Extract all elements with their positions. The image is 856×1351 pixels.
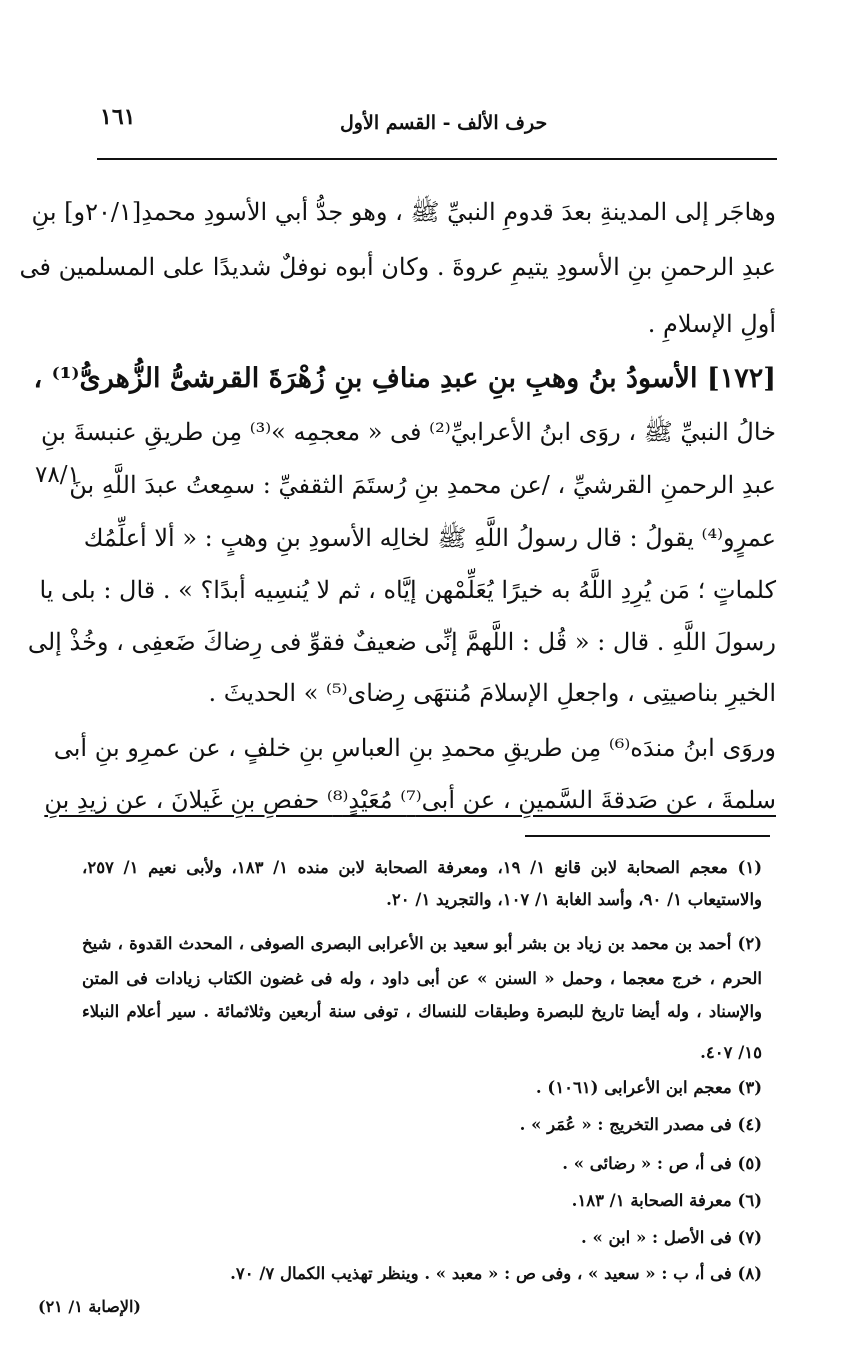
body-line: وروَى ابنُ مندَه⁽⁶⁾ مِن طريقِ محمدِ بنِ العباسِ بنِ خلفٍ ، عن عمرِو بنِ أبى (53, 734, 776, 762)
footnote-line: (٤) فى مصدر التخريج : « عُمَر » . (519, 1115, 762, 1134)
footnote-line: والاستيعاب ١/ ٩٠، وأسد الغابة ١/ ١٠٧، والتجريد ١/ ٢٠. (386, 890, 762, 909)
footnote-line: (٦) معرفة الصحابة ١/ ١٨٣. (571, 1191, 762, 1210)
running-title: حرف الألف - القسم الأول (340, 112, 548, 134)
footnote-line: (٥) فى أ، ص : « رضائى » . (562, 1154, 762, 1173)
body-line: عمرٍو⁽⁴⁾ يقولُ : قال رسولُ اللَّهِ ﷺ لخالِه الأسودِ بنِ وهبٍ : « ألا أعلِّمُك (83, 524, 776, 552)
footnote-rule (525, 835, 770, 837)
body-line: رسولَ اللَّهِ . قال : « قُل : اللَّهمَّ إنِّى ضعيفٌ فقوِّ فى رِضاكَ ضَعفِى ، وخُذْ إلى (27, 628, 776, 656)
entry-heading: [١٧٢] الأسودُ بنُ وهبِ بنِ عبدِ منافِ بنِ زُهْرَةَ القرشىُّ الزُّهرىُّ⁽¹⁾ ، (33, 363, 776, 394)
body-line: سلمةَ ، عن صَدقةَ السَّمينِ ، عن أبى⁽⁷⁾ مُعَيْدٍ⁽⁸⁾ حفصِ بنِ غَيلانَ ، عن زيدِ بنِ (44, 786, 776, 814)
body-line: كلماتٍ ؛ مَن يُرِدِ اللَّهُ به خيرًا يُعَلِّمْهن إيَّاه ، ثم لا يُنسِيه أبدًا؟ » . قال : بلى يا (39, 576, 776, 604)
body-line: الخيرِ بناصيتِى ، واجعلِ الإسلامَ مُنتهَى رِضاى⁽⁵⁾ » الحديثَ . (208, 679, 776, 707)
footnote-line: ١٥/ ٤٠٧. (700, 1043, 762, 1062)
body-line: عبدِ الرحمنِ القرشيِّ ، /عن محمدِ بنِ رُستَمَ الثقفيِّ : سمِعتُ عبدَ اللَّهِ بنَ (69, 471, 776, 499)
footnote-line: (١) معجم الصحابة لابن قانع ١/ ١٩، ومعرفة الصحابة لابن منده ١/ ١٨٣، ولأبى نعيم ١/ ٢٥٧، (82, 858, 762, 877)
body-line: خالُ النبيِّ ﷺ ، روَى ابنُ الأعرابيِّ⁽²⁾ فى « معجمِه »⁽³⁾ مِن طريقِ عنبسةَ بنِ (41, 418, 776, 446)
margin-reference: ٧٨/١ (35, 462, 80, 488)
footnote-line: الحرم ، خرج معجما ، وحمل « السنن » عن أبى داود ، وله فى غضون الكتاب زيادات فى المتن (82, 969, 762, 988)
edition-reference: (الإصابة ١/ ٢١) (38, 1297, 141, 1316)
footnote-line: والإسناد ، وله أيضا تاريخ للبصرة وطبقات للنساك ، توفى سنة أربعين وثلاثمائة . سير أعلام النبلاء (82, 1002, 762, 1021)
footnote-line: (٢) أحمد بن محمد بن زياد بن بشر أبو سعيد بن الأعرابى البصرى الصوفى ، المحدث القدوة ، شيخ (82, 934, 762, 953)
body-line: وهاجَر إلى المدينةِ بعدَ قدومِ النبيِّ ﷺ ، وهو جدُّ أبي الأسودِ محمدِ[٢٠/١و] بنِ (31, 198, 776, 226)
footnote-line: (٧) فى الأصل : « ابن » . (580, 1228, 762, 1247)
body-line: عبدِ الرحمنِ بنِ الأسودِ يتيمِ عروةَ . وكان أبوه نوفلٌ شديدًا على المسلمين فى (19, 253, 776, 281)
footnote-line: (٣) معجم ابن الأعرابى (١٠٦١) . (535, 1078, 762, 1097)
page-number: ١٦١ (100, 104, 136, 130)
body-line: أولِ الإسلامِ . (647, 310, 776, 338)
footnote-line: (٨) فى أ، ب : « سعيد » ، وفى ص : « معبد » . وينظر تهذيب الكمال ٧/ ٧٠. (230, 1264, 762, 1283)
header-rule (97, 158, 777, 160)
